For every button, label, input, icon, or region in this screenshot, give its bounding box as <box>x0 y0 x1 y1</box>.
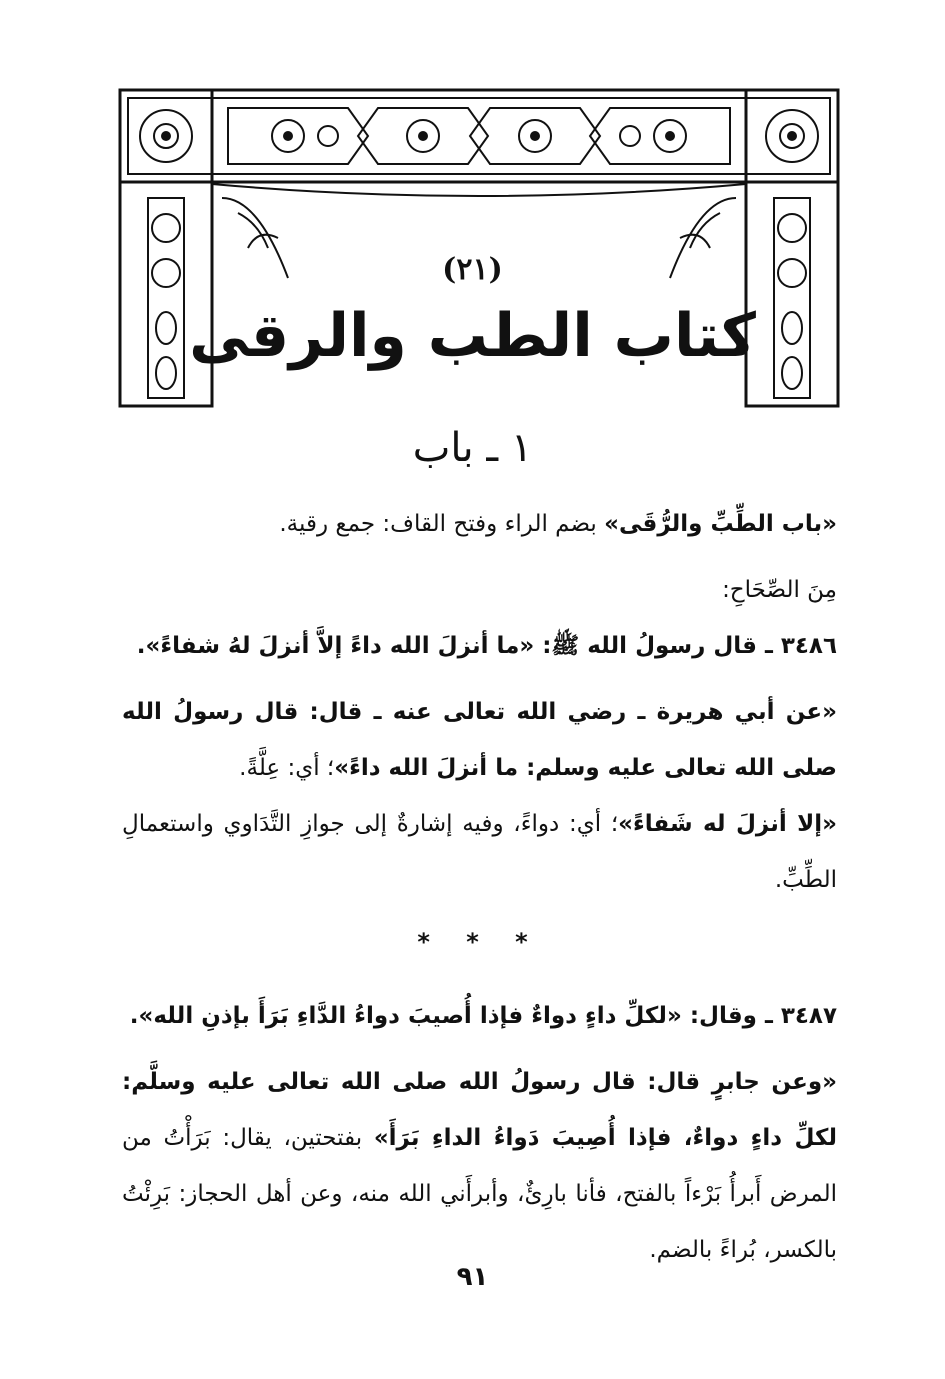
section-heading: مِنَ الصِّحَاحِ: <box>722 577 837 603</box>
page-number: ٩١ <box>456 1262 489 1292</box>
bab-heading: ١ ـ باب <box>412 425 533 471</box>
chapter-number: (٢١) <box>442 252 503 287</box>
paragraph-4 <box>122 684 837 796</box>
hadith-3486: ٣٤٨٦ ـ قال رسولُ الله ﷺ: «ما أنزلَ الله داءً إلاَّ أنزلَ لهُ شفاءً». <box>136 633 837 659</box>
chapter-title: كتاب الطب والرقى <box>189 301 756 371</box>
paragraph-7 <box>122 1054 837 1278</box>
commentary-text: ؛ أي: دواءً، وفيه إشارةٌ إلى جوازِ التَّدَاوي واستعمالِ الطِّبِّ. <box>122 811 837 893</box>
main-text <box>122 496 837 1278</box>
commentary-text: بضم الراء وفتح القاف: جمع رقية. <box>279 511 605 537</box>
bold-text: «إلا أنزلَ له شَفاءً» <box>618 811 837 837</box>
hadith-3487: ٣٤٨٧ ـ وقال: «لكلِّ داءٍ دواءٌ فإذا أُصيبَ دواءُ الدَّاءِ بَرَأَ بإذنِ الله». <box>129 1003 837 1029</box>
paragraph-5 <box>122 796 837 908</box>
bold-text: «عن أبي هريرة ـ رضي الله تعالى عنه ـ قال: قال رسولُ الله صلى الله تعالى عليه وسلم: ما أنزلَ الله داءً» <box>122 699 837 781</box>
commentary-text: بفتحتين، يقال: بَرَأْتُ من المرض أَبرأُ بَرْءاً بالفتح، فأنا بارِئٌ، وأبرأَني الله منه، وعن أهل الحجاز: بَرِئْتُ بالكسر، بُراءً بالضم. <box>122 1125 837 1263</box>
bold-text: «باب الطِّبِّ والرُّقَى» <box>604 511 837 537</box>
paragraph-1 <box>122 496 837 552</box>
commentary-text: ؛ أي: عِلَّةً. <box>239 755 335 781</box>
bold-text: «وعن جابرٍ قال: قال رسولُ الله صلى الله تعالى عليه وسلَّم: لكلِّ داءٍ دواءٌ، فإذا أُصِيبَ دَواءُ الداءِ بَرَأَ» <box>122 1069 837 1151</box>
section-divider: * * * <box>417 928 542 956</box>
